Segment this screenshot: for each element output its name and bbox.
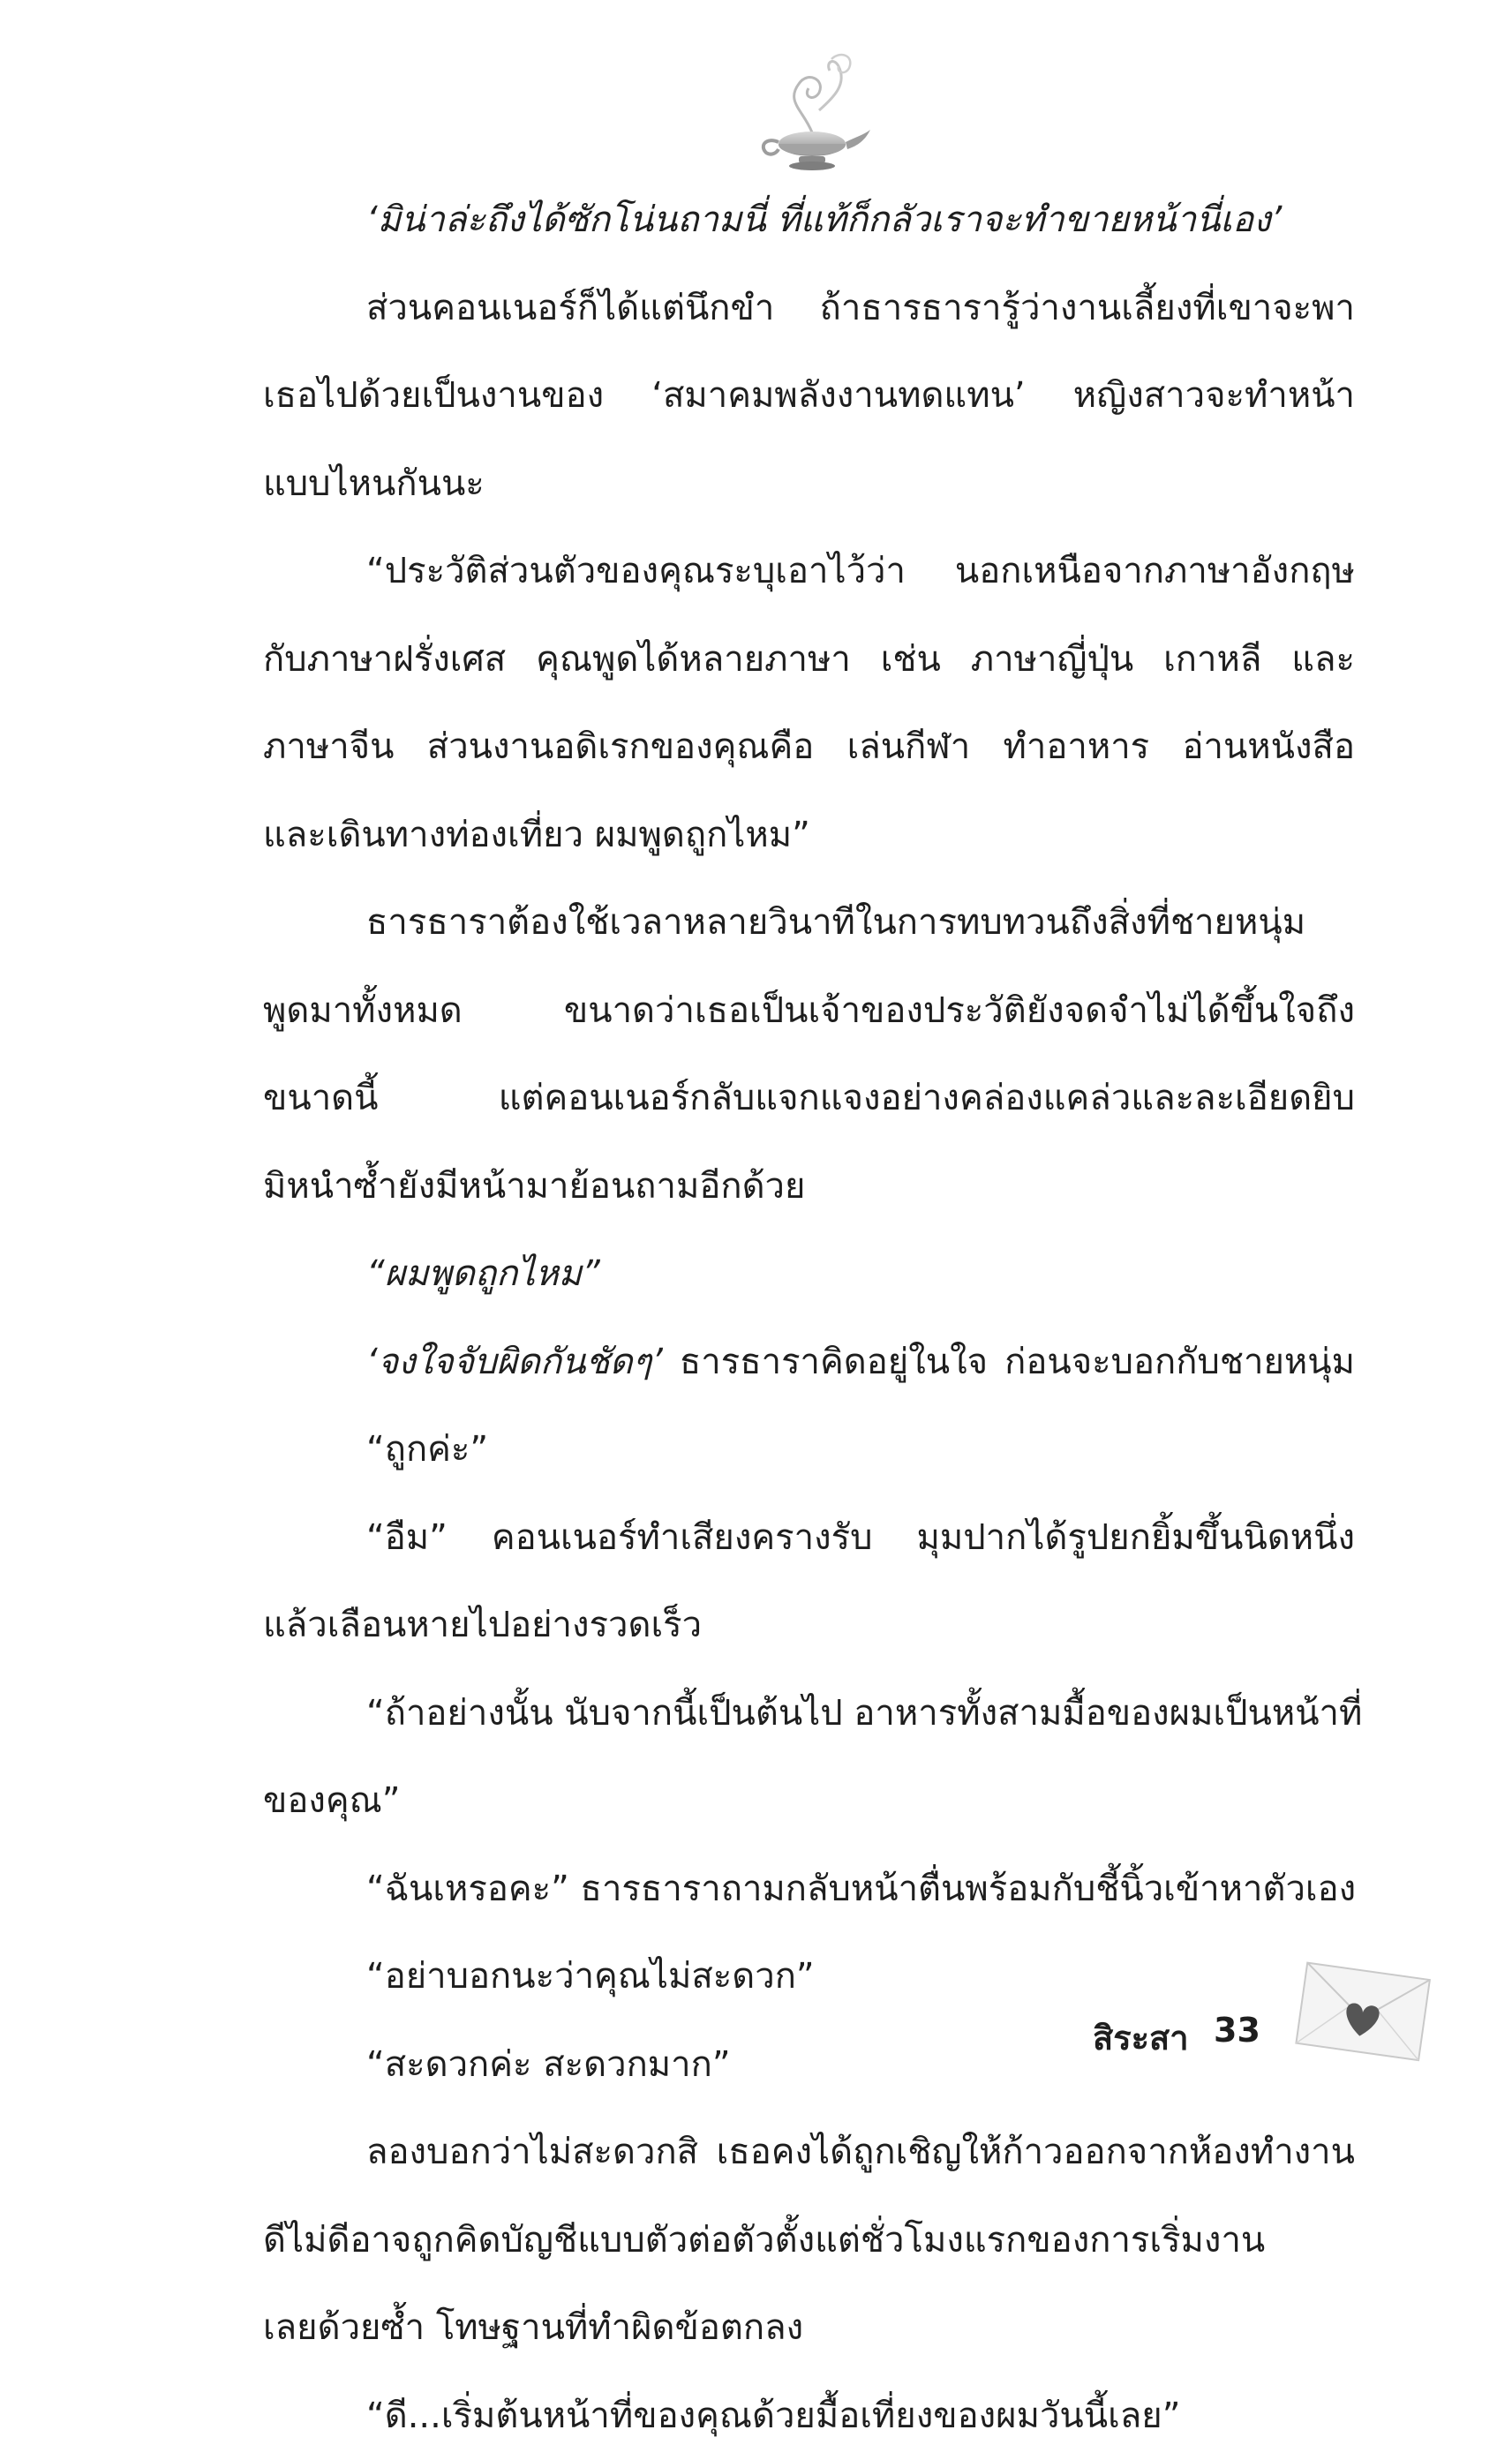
- text-line: เลยด้วยซ้ำ โทษฐานที่ทำผิดข้อตกลง: [263, 2284, 1355, 2373]
- text-line: ภาษาจีน ส่วนงานอดิเรกของคุณคือ เล่นกีฬา ทำอาหาร อ่านหนังสือ: [263, 703, 1355, 792]
- text-line: “สะดวกค่ะ สะดวกมาก”: [263, 2021, 1355, 2110]
- text-line: กับภาษาฝรั่งเศส คุณพูดได้หลายภาษา เช่น ภาษาญี่ปุ่น เกาหลี และ: [263, 616, 1355, 704]
- heart-envelope-icon: [1289, 1955, 1439, 2070]
- italic-text-span: “ผมพูดถูกไหม”: [366, 1253, 600, 1294]
- text-line: เธอไปด้วยเป็นงานของ ‘สมาคมพลังงานทดแทน’ หญิงสาวจะทำหน้า: [263, 352, 1355, 440]
- text-line: ส่วนคอนเนอร์ก็ได้แต่นึกขำ ถ้าธารธารารู้ว่างานเลี้ยงที่เขาจะพา: [263, 265, 1355, 353]
- text-line: แล้วเลือนหายไปอย่างรวดเร็ว: [263, 1582, 1355, 1670]
- body-text: [263, 177, 1355, 2460]
- text-span: ธารธาราคิดอยู่ในใจ ก่อนจะบอกกับชายหนุ่ม: [663, 1342, 1355, 1382]
- text-line: “อย่าบอกนะว่าคุณไม่สะดวก”: [263, 1933, 1355, 2021]
- text-line: ธารธาราต้องใช้เวลาหลายวินาทีในการทบทวนถึงสิ่งที่ชายหนุ่ม: [263, 879, 1355, 967]
- magic-lamp-icon: [750, 49, 874, 181]
- text-line: ของคุณ”: [263, 1757, 1355, 1846]
- text-line: [263, 1230, 1355, 1319]
- italic-text-span: ‘จงใจจับผิดกันชัดๆ’: [366, 1342, 663, 1382]
- text-line: แบบไหนกันนะ: [263, 440, 1355, 529]
- text-line: ขนาดนี้ แต่คอนเนอร์กลับแจกแจงอย่างคล่องแคล่วและละเอียดยิบ: [263, 1055, 1355, 1143]
- text-line: “ถ้าอย่างนั้น นับจากนี้เป็นต้นไป อาหารทั้งสามมื้อของผมเป็นหน้าที่: [263, 1670, 1355, 1758]
- text-line: “อืม” คอนเนอร์ทำเสียงครางรับ มุมปากได้รูปยกยิ้มขึ้นนิดหนึ่ง: [263, 1494, 1355, 1583]
- text-line: พูดมาทั้งหมด ขนาดว่าเธอเป็นเจ้าของประวัติยังจดจำไม่ได้ขึ้นใจถึง: [263, 967, 1355, 1056]
- italic-text-span: ‘มิน่าล่ะถึงได้ซักโน่นถามนี่ ที่แท้ก็กลัวเราจะทำขายหน้านี่เอง’: [366, 199, 1282, 240]
- text-line: “ฉันเหรอคะ” ธารธาราถามกลับหน้าตื่นพร้อมกับชี้นิ้วเข้าหาตัวเอง: [263, 1846, 1355, 1934]
- text-line: ลองบอกว่าไม่สะดวกสิ เธอคงได้ถูกเชิญให้ก้าวออกจากห้องทำงาน: [263, 2109, 1355, 2197]
- text-line: “ประวัติส่วนตัวของคุณระบุเอาไว้ว่า นอกเหนือจากภาษาอังกฤษ: [263, 528, 1355, 616]
- page-number: 33: [1214, 2011, 1260, 2050]
- text-line: มิหนำซ้ำยังมีหน้ามาย้อนถามอีกด้วย: [263, 1143, 1355, 1231]
- text-line: และเดินทางท่องเที่ยว ผมพูดถูกไหม”: [263, 792, 1355, 880]
- text-line: “ถูกค่ะ”: [263, 1406, 1355, 1494]
- book-title: สิระสา: [1093, 2011, 1189, 2065]
- text-line: [263, 177, 1355, 265]
- text-line: ดีไม่ดีอาจถูกคิดบัญชีแบบตัวต่อตัวตั้งแต่ชั่วโมงแรกของการเริ่มงาน: [263, 2197, 1355, 2285]
- text-line: “ดี...เริ่มต้นหน้าที่ของคุณด้วยมื้อเที่ยงของผมวันนี้เลย”: [263, 2373, 1355, 2460]
- text-line: [263, 1319, 1355, 1407]
